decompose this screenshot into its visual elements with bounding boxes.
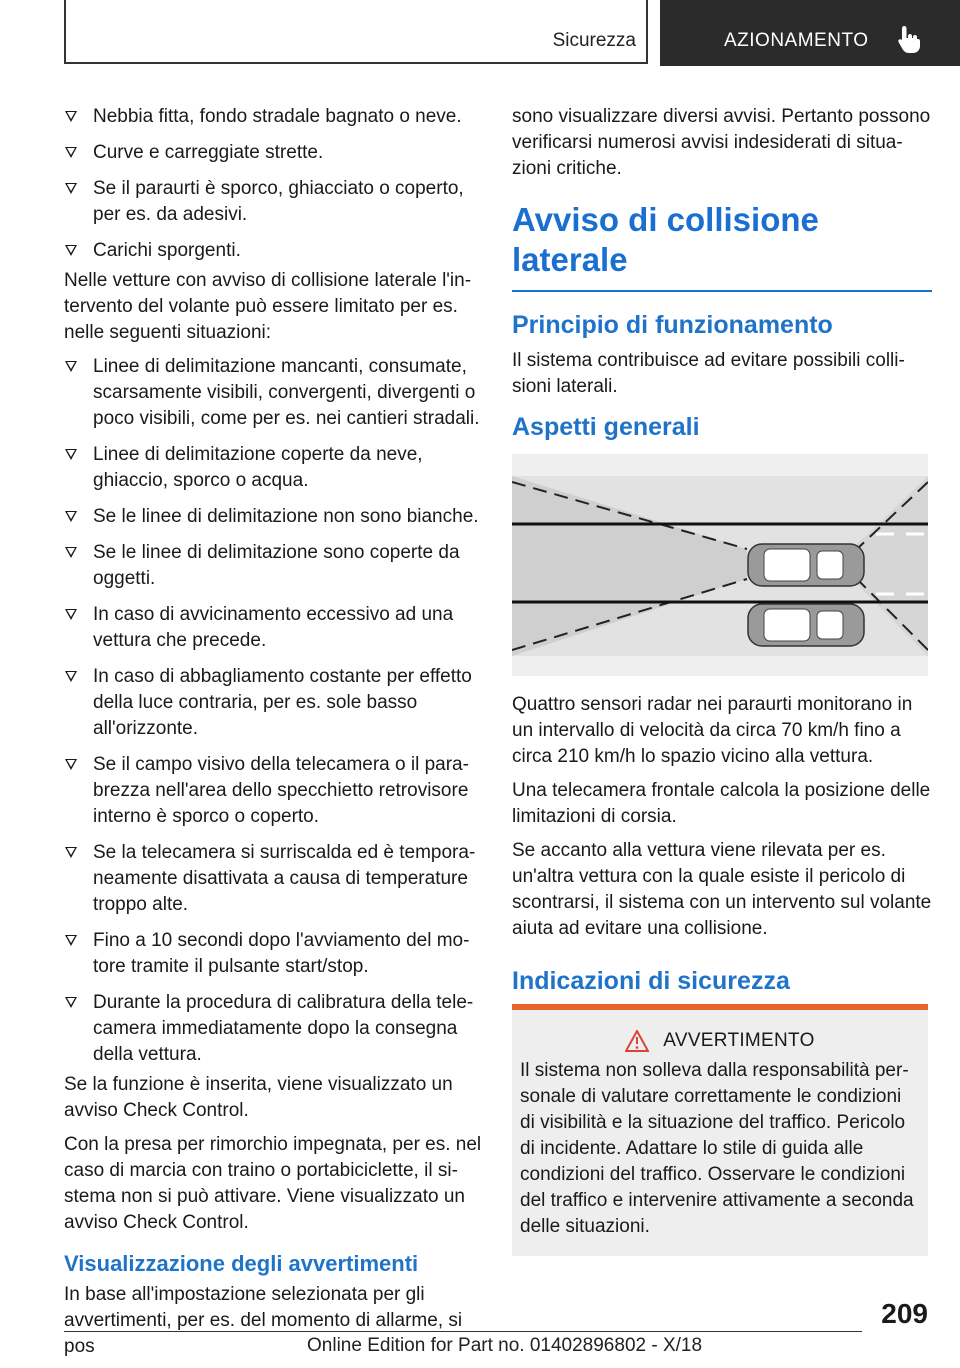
car-icon	[748, 604, 864, 646]
paragraph: Con la presa per rimorchio impegnata, per es. nel caso di marcia con traino o portabiciclette, il sistema non si può attivare. Viene visualizzato un avviso Check Control.	[64, 1134, 482, 1233]
header-section-title: Sicurezza	[552, 30, 636, 51]
triangle-bullet-icon	[65, 361, 77, 372]
footer-edition: Online Edition for Part no. 01402896802 - X/18	[307, 1335, 703, 1356]
paragraph: Se accanto alla vettura viene rilevata per es. un'altra vettura con la quale esiste il pericolo di scontrarsi, il sistema con un intervento sul volante aiuta ad evitare una collisione.	[512, 840, 932, 939]
triangle-bullet-icon	[65, 511, 77, 522]
list-item: Se le linee di delimitazione non sono bianche.	[64, 504, 482, 530]
car-icon	[748, 544, 864, 586]
conditions-list-b	[64, 354, 482, 1068]
list-item: Curve e carreggiate strette.	[64, 140, 482, 166]
list-item: Fino a 10 secondi dopo l'avviamento del motore tramite il pulsante start/stop.	[64, 928, 482, 980]
triangle-bullet-icon	[65, 547, 77, 558]
triangle-bullet-icon	[65, 147, 77, 158]
heading-general-aspects: Aspetti generali	[512, 413, 700, 441]
triangle-bullet-icon	[65, 245, 77, 256]
right-column	[512, 104, 932, 1256]
warning-box	[512, 1004, 928, 1256]
triangle-bullet-icon	[65, 997, 77, 1008]
triangle-bullet-icon	[65, 671, 77, 682]
paragraph: Nelle vetture con avviso di collisione laterale l'intervento del volante può essere limitato per es. nelle seguenti situazioni:	[64, 270, 472, 343]
header-chapter-label: AZIONAMENTO	[724, 30, 869, 51]
list-item: Linee di delimitazione mancanti, consumate, scarsamente visibili, convergenti, divergenti o poco visibili, come per es. nei cantieri stradali.	[64, 354, 482, 432]
list-item: Carichi sporgenti.	[64, 238, 482, 264]
paragraph: Se la funzione è inserita, viene visualizzato un avviso Check Control.	[64, 1074, 453, 1121]
list-item: Se il paraurti è sporco, ghiacciato o coperto, per es. da adesivi.	[64, 176, 482, 228]
list-item: In caso di avvicinamento eccessivo ad una vettura che precede.	[64, 602, 482, 654]
left-column	[64, 104, 482, 1368]
list-item: Se il campo visivo della telecamera o il parabrezza nell'area dello specchietto retrovisore interno è sporco o coperto.	[64, 752, 482, 830]
side-collision-illustration	[512, 454, 928, 676]
warning-title: AVVERTIMENTO	[520, 1028, 920, 1054]
triangle-bullet-icon	[65, 449, 77, 460]
triangle-bullet-icon	[65, 847, 77, 858]
list-item: Se la telecamera si surriscalda ed è temporaneamente disattivata a causa di temperature troppo alte.	[64, 840, 482, 918]
paragraph: Una telecamera frontale calcola la posizione delle limitazioni di corsia.	[512, 780, 931, 827]
heading-operating-principle: Principio di funzionamento	[512, 311, 833, 339]
heading-warnings-display: Visualizzazione degli avvertimenti	[64, 1251, 419, 1276]
warning-text: Il sistema non solleva dalla responsabilità personale di valutare correttamente le condizioni di visibilità e la situazione del traffico. Pericolo di incidente. Adattare lo stile di guida alle condizioni del traffico. Osservare le condizioni del traffico e intervenire attivamente a seconda delle situazioni.	[520, 1060, 914, 1237]
list-item: Linee di delimitazione coperte da neve, ghiaccio, sporco o acqua.	[64, 442, 482, 494]
triangle-bullet-icon	[65, 935, 77, 946]
heading-side-collision-warning: Avviso di collisione laterale	[512, 200, 932, 292]
conditions-list-a	[64, 104, 482, 264]
triangle-bullet-icon	[65, 759, 77, 770]
header-chapter-tab[interactable]	[660, 0, 960, 66]
paragraph: Il sistema contribuisce ad evitare possibili collisioni laterali.	[512, 350, 905, 397]
list-item: In caso di abbagliamento costante per effetto della luce contraria, per es. sole basso all'orizzonte.	[64, 664, 482, 742]
list-item: Durante la procedura di calibratura della telecamera immediatamente dopo la consegna della vettura.	[64, 990, 482, 1068]
heading-safety-notes: Indicazioni di sicurezza	[512, 967, 790, 995]
road-diagram	[512, 454, 928, 676]
list-item: Se le linee di delimitazione sono coperte da oggetti.	[64, 540, 482, 592]
warning-triangle-icon	[625, 1030, 649, 1052]
triangle-bullet-icon	[65, 111, 77, 122]
paragraph: sono visualizzare diversi avvisi. Pertanto possono verificarsi numerosi avvisi indesiderati di situazioni critiche.	[512, 106, 931, 179]
hand-pointer-icon	[896, 24, 924, 54]
paragraph: In base all'impostazione selezionata per gli avvertimenti, per es. del momento di allarme, si pos	[64, 1284, 463, 1357]
page-number: 209	[881, 1298, 928, 1329]
list-item: Nebbia fitta, fondo stradale bagnato o neve.	[64, 104, 482, 130]
triangle-bullet-icon	[65, 609, 77, 620]
footer-divider	[64, 1331, 862, 1332]
paragraph: Quattro sensori radar nei paraurti monitorano in un intervallo di velocità da circa 70 km/h fino a circa 210 km/h lo spazio vicino alla vettura.	[512, 694, 913, 767]
triangle-bullet-icon	[65, 183, 77, 194]
